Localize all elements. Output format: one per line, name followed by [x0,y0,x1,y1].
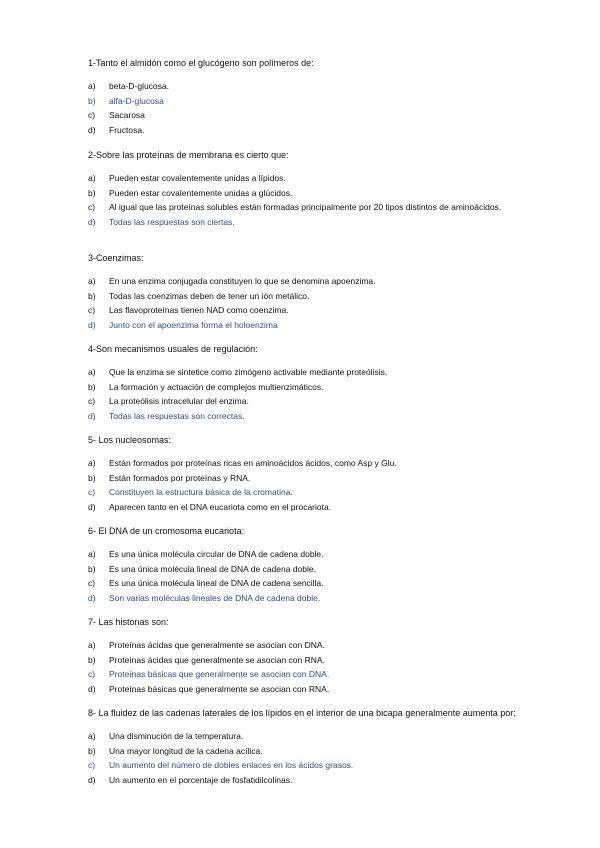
option-letter: c) [88,396,96,406]
option-d [88,682,558,697]
option-letter: c) [88,669,96,679]
option-letter: c) [88,487,96,497]
option-text: Constituyen la estructura básica de la cromatina. [109,487,293,497]
options-list [88,547,558,605]
options-list [88,274,558,332]
question-title: 5- Los nucleosomas: [88,435,172,445]
option-c [88,200,558,215]
option-text: La proteólisis intracelular del enzima. [109,396,249,406]
option-text: Una disminución de la temperatura. [109,731,244,741]
option-letter: a) [88,173,96,183]
question-6 [88,525,558,605]
option-a [88,79,558,94]
option-letter: c) [88,202,96,212]
option-c-correct [88,758,558,773]
option-letter: d) [88,216,96,227]
option-b [88,186,558,201]
question-2 [88,149,558,229]
option-text: alfa-D-glucosa [109,95,164,106]
question-1 [88,57,558,137]
options-list [88,79,558,137]
option-letter: b) [88,472,96,483]
option-letter: a) [88,731,96,741]
option-letter: b) [88,563,96,574]
question-4 [88,343,558,423]
option-text: La formación y actuación de complejos multienzimáticos. [109,381,324,392]
options-list [88,729,558,787]
option-d-correct [88,409,558,424]
option-letter: b) [88,95,96,106]
option-a [88,638,558,653]
option-text: Aparecen tanto en el DNA eucariota como en el procariota. [109,501,332,512]
option-b [88,562,558,577]
option-letter: c) [88,760,96,770]
option-a [88,456,558,471]
option-text: Que la enzima se sintetice como zimógeno activable mediante proteólisis. [109,367,388,377]
options-list [88,171,558,229]
option-d [88,123,558,138]
option-c [88,576,558,591]
option-d [88,500,558,515]
option-c [88,303,558,318]
option-text: Proteínas ácidas que generalmente se asocian con DNA. [109,640,325,650]
question-title: 6- El DNA de un cromosoma eucariota: [88,526,245,536]
option-letter: d) [88,683,96,694]
option-text: Todas las respuestas son ciertas. [109,216,235,227]
option-text: Fructosa. [109,124,145,135]
option-a [88,274,558,289]
option-b [88,289,558,304]
option-letter: a) [88,81,96,91]
option-text: En una enzima conjugada constituyen lo que se denomina apoenzima. [109,276,376,286]
question-title: 4-Son mecanismos usuales de regulación: [88,344,258,354]
question-title: 8- La fluidez de las cadenas laterales de los lípidos en el interior de una bicapa generalmente aumenta por: [88,708,516,718]
option-letter: a) [88,640,96,650]
option-text: Son varias moléculas lineales de DNA de cadena doble. [109,592,321,603]
option-text: Una mayor longitud de la cadena acílica. [109,745,263,756]
question-title: 3-Coenzimas: [88,253,144,263]
option-text: beta-D-glucosa. [109,81,170,91]
option-d-correct [88,318,558,333]
option-text: Proteínas básicas que generalmente se asocian con RNA. [109,683,330,694]
option-letter: b) [88,381,96,392]
question-7 [88,616,558,696]
question-8 [88,707,558,787]
option-c-correct [88,667,558,682]
option-b [88,744,558,759]
option-b-correct [88,94,558,109]
option-letter: b) [88,654,96,665]
option-text: Sacarosa [109,110,145,120]
option-letter: c) [88,305,96,315]
question-title: 7- Las histonas son: [88,617,169,627]
question-5 [88,434,558,514]
option-b [88,471,558,486]
option-letter: d) [88,124,96,135]
option-a [88,729,558,744]
option-letter: a) [88,367,96,377]
option-letter: c) [88,110,96,120]
option-text: Un aumento en el porcentaje de fosfatidilcolinas. [109,774,293,785]
question-title: 1-Tanto el almidón como el glucógeno son polímeros de: [88,58,314,68]
option-c [88,394,558,409]
option-d-correct [88,215,558,230]
option-text: Todas las respuestas son correctas. [109,410,245,421]
option-text: Es una única molécula lineal de DNA de cadena sencilla. [109,578,324,588]
option-letter: b) [88,745,96,756]
option-letter: a) [88,549,96,559]
option-text: Están formados por proteínas y RNA. [109,472,251,483]
option-c [88,108,558,123]
option-letter: c) [88,578,96,588]
option-letter: d) [88,410,96,421]
options-list [88,365,558,423]
option-text: Las flavoproteínas tienen NAD como coenzima. [109,305,289,315]
option-b [88,653,558,668]
option-b [88,380,558,395]
option-text: Proteínas básicas que generalmente se asocian con DNA. [109,669,330,679]
options-list [88,456,558,514]
option-letter: a) [88,458,96,468]
question-title: 2-Sobre las proteínas de membrana es cierto que: [88,150,289,160]
option-a [88,171,558,186]
option-text: Al igual que las proteínas solubles están formadas principalmente por 20 tipos distintos de aminoácidos. [109,202,502,212]
option-letter: a) [88,276,96,286]
option-text: Es una única molécula lineal de DNA de cadena doble. [109,563,316,574]
option-d [88,773,558,788]
option-a [88,547,558,562]
option-letter: d) [88,501,96,512]
option-text: Pueden estar covalentemente unidas a glúcidos. [109,187,293,198]
option-letter: b) [88,187,96,198]
options-list [88,638,558,696]
option-text: Pueden estar covalentemente unidas a lípidos. [109,173,286,183]
option-letter: b) [88,290,96,301]
option-text: Junto con el apoenzima forma el holoenzima [109,319,278,330]
option-letter: d) [88,774,96,785]
option-a [88,365,558,380]
option-text: Todas las coenzimas deben de tener un ión metálico. [109,290,310,301]
option-text: Un aumento del número de dobles enlaces en los ácidos grasos. [109,760,354,770]
option-letter: d) [88,592,96,603]
option-text: Es una única molécula circular de DNA de cadena doble. [109,549,324,559]
option-letter: d) [88,319,96,330]
option-text: Están formados por proteínas ricas en aminoácidos ácidos, como Asp y Glu. [109,458,397,468]
option-d-correct [88,591,558,606]
question-3 [88,252,558,332]
option-text: Proteínas ácidas que generalmente se asocian con RNA. [109,654,325,665]
option-c-correct [88,485,558,500]
